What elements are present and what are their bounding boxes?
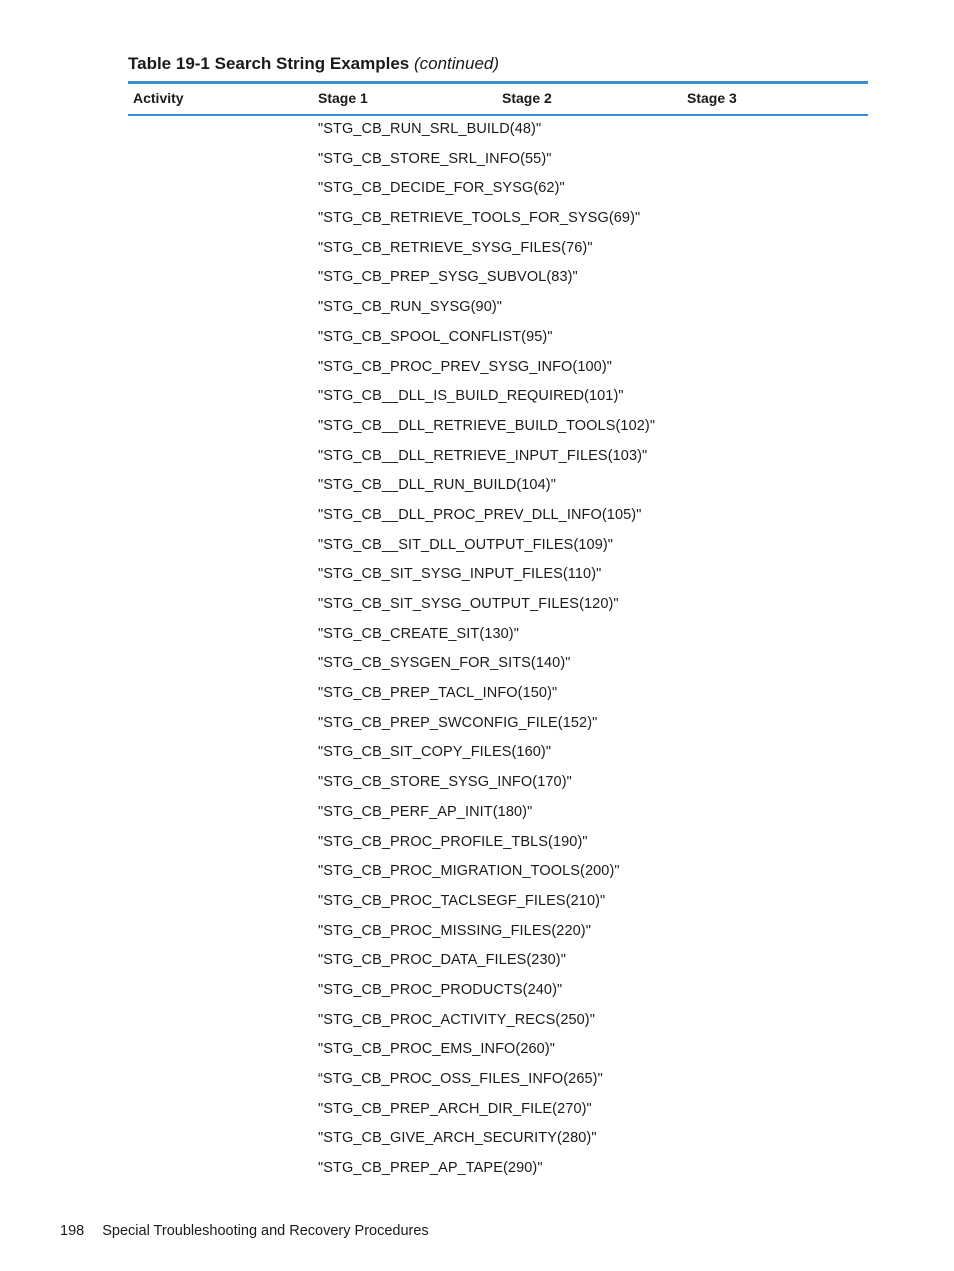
column-header-stage-3: Stage 3 [687, 90, 737, 106]
table-row: "STG_CB_PROC_MIGRATION_TOOLS(200)" [318, 863, 620, 880]
table-row: "STG_CB_PREP_AP_TAPE(290)" [318, 1160, 543, 1177]
table-row: "STG_CB_GIVE_ARCH_SECURITY(280)" [318, 1130, 597, 1147]
table-row: "STG_CB_PREP_SWCONFIG_FILE(152)" [318, 714, 598, 731]
table-top-rule [128, 81, 868, 84]
table-row: "STG_CB_RETRIEVE_TOOLS_FOR_SYSG(69)" [318, 210, 641, 227]
table-row: "STG_CB_RUN_SYSG(90)" [318, 299, 503, 316]
table-row: "STG_CB_SIT_SYSG_INPUT_FILES(110)" [318, 566, 602, 583]
table-row: "STG_CB_PREP_ARCH_DIR_FILE(270)" [318, 1100, 592, 1117]
table-row: "STG_CB__DLL_IS_BUILD_REQUIRED(101)" [318, 388, 624, 405]
table-title-text: Table 19-1 Search String Examples [128, 54, 410, 73]
table-row: "STG_CB_PROC_MISSING_FILES(220)" [318, 922, 591, 939]
table-row: "STG_CB_PROC_PREV_SYSG_INFO(100)" [318, 358, 613, 375]
table-row: "STG_CB_PROC_DATA_FILES(230)" [318, 952, 566, 969]
table-row: "STG_CB_SIT_COPY_FILES(160)" [318, 744, 552, 761]
table-row: "STG_CB_STORE_SYSG_INFO(170)" [318, 774, 572, 791]
table-title [128, 54, 499, 74]
table-row: “STG_CB_PROC_OSS_FILES_INFO(265)" [318, 1071, 603, 1087]
table-row: "STG_CB_PROC_TACLSEGF_FILES(210)" [318, 892, 606, 909]
table-row: "STG_CB_DECIDE_FOR_SYSG(62)" [318, 180, 565, 197]
table-row: "STG_CB__DLL_RETRIEVE_BUILD_TOOLS(102)" [318, 417, 656, 434]
column-header-stage-1: Stage 1 [318, 90, 368, 106]
table-row: "STG_CB_CREATE_SIT(130)" [318, 625, 519, 642]
table-row: "STG_CB_PROC_EMS_INFO(260)" [318, 1041, 556, 1058]
table-header-rule [128, 114, 868, 116]
table-row: "STG_CB_RETRIEVE_SYSG_FILES(76)" [318, 239, 593, 256]
footer-section-title: Special Troubleshooting and Recovery Procedures [102, 1223, 429, 1239]
table-row: "STG_CB_SYSGEN_FOR_SITS(140)" [318, 655, 571, 672]
table-row: "STG_CB__DLL_PROC_PREV_DLL_INFO(105)" [318, 506, 642, 523]
table-row: "STG_CB_PROC_PRODUCTS(240)" [318, 981, 563, 998]
table-row: "STG_CB_PREP_TACL_INFO(150)" [318, 685, 558, 702]
column-header-activity: Activity [133, 90, 184, 106]
table-row: "STG_CB_RUN_SRL_BUILD(48)" [318, 121, 542, 137]
table-row: "STG_CB_PROC_ACTIVITY_RECS(250)" [318, 1011, 595, 1028]
table-row: "STG_CB__DLL_RUN_BUILD(104)" [318, 477, 556, 494]
table-title-continued: (continued) [413, 54, 500, 73]
table-row: "STG_CB__DLL_RETRIEVE_INPUT_FILES(103)" [318, 447, 648, 464]
table-row: "STG_CB_PERF_AP_INIT(180)" [318, 803, 533, 820]
table-row: "STG_CB_SIT_SYSG_OUTPUT_FILES(120)" [318, 596, 619, 612]
table-row: "STG_CB_SPOOL_CONFLIST(95)" [318, 328, 553, 345]
stage-1-list [318, 120, 858, 1189]
page-number: 198 [60, 1223, 85, 1239]
column-header-stage-2: Stage 2 [502, 90, 552, 106]
table-row: "STG_CB_STORE_SRL_INFO(55)" [318, 150, 552, 167]
table-row: "STG_CB_PROC_PROFILE_TBLS(190)" [318, 833, 588, 850]
table-row: "STG_CB__SIT_DLL_OUTPUT_FILES(109)" [318, 536, 614, 553]
table-row: "STG_CB_PREP_SYSG_SUBVOL(83)" [318, 269, 578, 286]
page-footer [60, 1223, 429, 1239]
